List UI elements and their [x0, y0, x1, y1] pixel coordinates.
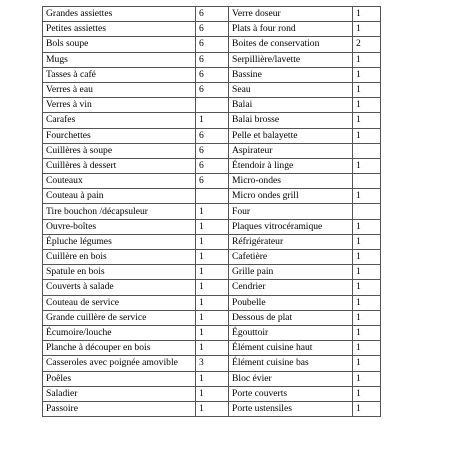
table-row [43, 7, 381, 22]
right-qty-cell: 1 [353, 371, 381, 386]
table-row [43, 128, 381, 143]
right-item-cell: Seau [229, 82, 353, 97]
right-qty-cell: 1 [353, 265, 381, 280]
right-item-cell: Pelle et balayette [229, 128, 353, 143]
right-item-cell: Réfrigérateur [229, 234, 353, 249]
left-item-cell: Grandes assiettes [43, 7, 196, 22]
right-item-cell: Micro-ondes [229, 174, 353, 189]
table-row [43, 98, 381, 113]
right-item-cell: Bloc évier [229, 371, 353, 386]
left-qty-cell [196, 98, 229, 113]
table-row [43, 158, 381, 173]
left-item-cell: Couteau de service [43, 295, 196, 310]
right-qty-cell: 1 [353, 113, 381, 128]
right-qty-cell: 2 [353, 37, 381, 52]
right-qty-cell: 1 [353, 401, 381, 416]
right-item-cell: Poubelle [229, 295, 353, 310]
table-row [43, 386, 381, 401]
right-qty-cell: 1 [353, 219, 381, 234]
right-item-cell: Plats à four rond [229, 22, 353, 37]
left-qty-cell: 1 [196, 204, 229, 219]
left-qty-cell: 1 [196, 386, 229, 401]
left-item-cell: Grande cuillère de service [43, 310, 196, 325]
table-row [43, 371, 381, 386]
right-qty-cell [353, 204, 381, 219]
table-row [43, 204, 381, 219]
left-item-cell: Couteau à pain [43, 189, 196, 204]
right-item-cell: Dessous de plat [229, 310, 353, 325]
left-qty-cell: 1 [196, 371, 229, 386]
left-item-cell: Tire bouchon /décapsuleur [43, 204, 196, 219]
right-qty-cell: 1 [353, 310, 381, 325]
table-row [43, 37, 381, 52]
left-item-cell: Spatule en bois [43, 265, 196, 280]
left-qty-cell: 1 [196, 325, 229, 340]
table-row [43, 265, 381, 280]
left-qty-cell: 1 [196, 295, 229, 310]
left-qty-cell [196, 189, 229, 204]
right-qty-cell: 1 [353, 52, 381, 67]
table-row [43, 52, 381, 67]
table-row [43, 174, 381, 189]
table-row [43, 356, 381, 371]
right-qty-cell: 1 [353, 98, 381, 113]
right-qty-cell: 1 [353, 128, 381, 143]
left-item-cell: Couteaux [43, 174, 196, 189]
right-qty-cell: 1 [353, 295, 381, 310]
right-item-cell: Élément cuisine haut [229, 341, 353, 356]
left-item-cell: Mugs [43, 52, 196, 67]
inventory-table-body [43, 7, 381, 417]
left-qty-cell: 1 [196, 265, 229, 280]
left-item-cell: Saladier [43, 386, 196, 401]
left-item-cell: Cuillères à dessert [43, 158, 196, 173]
right-item-cell: Boites de conservation [229, 37, 353, 52]
left-qty-cell: 6 [196, 143, 229, 158]
left-item-cell: Casseroles avec poignée amovible [43, 356, 196, 371]
left-qty-cell: 1 [196, 341, 229, 356]
left-item-cell: Écumoire/louche [43, 325, 196, 340]
left-item-cell: Petites assiettes [43, 22, 196, 37]
right-item-cell: Cendrier [229, 280, 353, 295]
table-row [43, 113, 381, 128]
left-qty-cell: 1 [196, 310, 229, 325]
table-row [43, 280, 381, 295]
table-row [43, 189, 381, 204]
table-row [43, 67, 381, 82]
left-item-cell: Poêles [43, 371, 196, 386]
right-item-cell: Cafetière [229, 250, 353, 265]
right-item-cell: Grille pain [229, 265, 353, 280]
right-item-cell: Balai [229, 98, 353, 113]
right-item-cell: Porte couverts [229, 386, 353, 401]
right-qty-cell: 1 [353, 158, 381, 173]
left-item-cell: Planche à découper en bois [43, 341, 196, 356]
right-qty-cell: 1 [353, 250, 381, 265]
right-item-cell: Plaques vitrocéramique [229, 219, 353, 234]
left-qty-cell: 6 [196, 67, 229, 82]
left-item-cell: Bols soupe [43, 37, 196, 52]
table-row [43, 310, 381, 325]
right-item-cell: Élément cuisine bas [229, 356, 353, 371]
right-item-cell: Porte ustensiles [229, 401, 353, 416]
table-row [43, 82, 381, 97]
left-qty-cell: 1 [196, 250, 229, 265]
right-qty-cell: 1 [353, 341, 381, 356]
right-item-cell: Serpillière/lavette [229, 52, 353, 67]
left-qty-cell: 6 [196, 158, 229, 173]
right-qty-cell: 1 [353, 22, 381, 37]
right-qty-cell [353, 174, 381, 189]
left-qty-cell: 6 [196, 128, 229, 143]
left-item-cell: Carafes [43, 113, 196, 128]
right-item-cell: Aspirateur [229, 143, 353, 158]
table-row [43, 219, 381, 234]
right-item-cell: Verre doseur [229, 7, 353, 22]
left-qty-cell: 1 [196, 401, 229, 416]
right-item-cell: Bassine [229, 67, 353, 82]
table-row [43, 401, 381, 416]
left-item-cell: Cuillère en bois [43, 250, 196, 265]
left-qty-cell: 6 [196, 7, 229, 22]
left-qty-cell: 6 [196, 52, 229, 67]
left-qty-cell: 1 [196, 113, 229, 128]
right-qty-cell: 1 [353, 386, 381, 401]
left-qty-cell: 6 [196, 82, 229, 97]
right-qty-cell: 1 [353, 67, 381, 82]
right-qty-cell [353, 143, 381, 158]
right-qty-cell: 1 [353, 82, 381, 97]
right-qty-cell: 1 [353, 234, 381, 249]
left-item-cell: Cuillères à soupe [43, 143, 196, 158]
left-qty-cell: 1 [196, 234, 229, 249]
right-qty-cell: 1 [353, 280, 381, 295]
table-row [43, 22, 381, 37]
left-qty-cell: 6 [196, 37, 229, 52]
right-qty-cell: 1 [353, 325, 381, 340]
table-row [43, 250, 381, 265]
table-row [43, 341, 381, 356]
right-item-cell: Micro ondes grill [229, 189, 353, 204]
table-row [43, 234, 381, 249]
left-item-cell: Passoire [43, 401, 196, 416]
inventory-table [42, 6, 381, 417]
right-item-cell: Four [229, 204, 353, 219]
left-item-cell: Couverts à salade [43, 280, 196, 295]
left-qty-cell: 1 [196, 280, 229, 295]
left-item-cell: Tasses à café [43, 67, 196, 82]
right-item-cell: Égouttoir [229, 325, 353, 340]
left-qty-cell: 6 [196, 174, 229, 189]
right-item-cell: Balai brosse [229, 113, 353, 128]
left-item-cell: Verres à eau [43, 82, 196, 97]
table-row [43, 325, 381, 340]
right-qty-cell: 1 [353, 7, 381, 22]
left-item-cell: Fourchettes [43, 128, 196, 143]
right-qty-cell: 1 [353, 189, 381, 204]
table-row [43, 295, 381, 310]
right-item-cell: Étendoir à linge [229, 158, 353, 173]
left-qty-cell: 6 [196, 22, 229, 37]
left-item-cell: Ouvre-boîtes [43, 219, 196, 234]
table-row [43, 143, 381, 158]
left-item-cell: Verres à vin [43, 98, 196, 113]
left-qty-cell: 1 [196, 219, 229, 234]
left-item-cell: Épluche légumes [43, 234, 196, 249]
left-qty-cell: 3 [196, 356, 229, 371]
right-qty-cell: 1 [353, 356, 381, 371]
